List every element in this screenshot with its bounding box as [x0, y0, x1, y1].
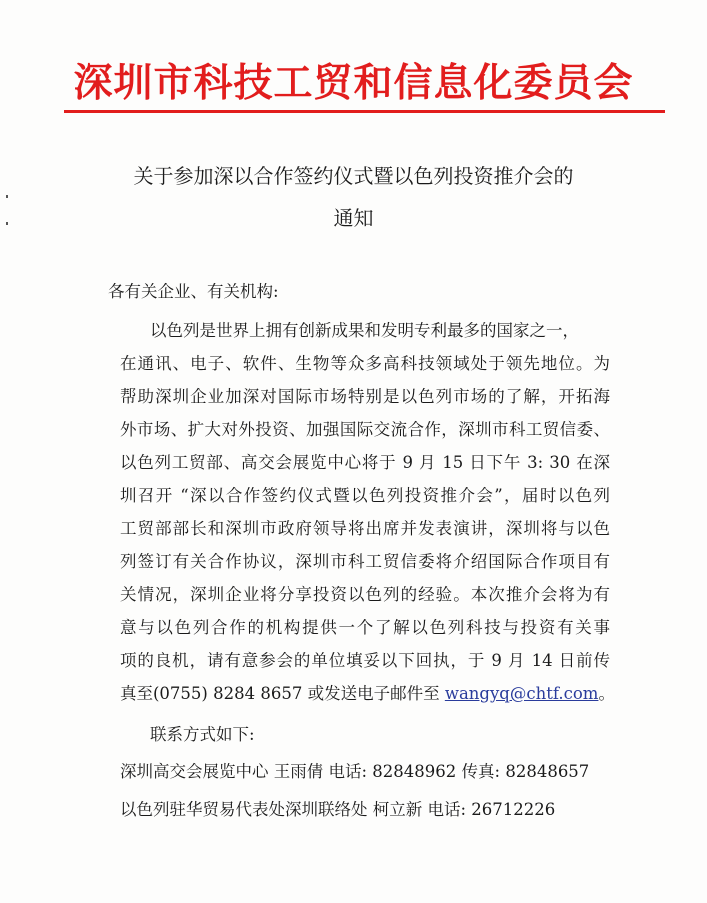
body-line-3: 帮助深圳企业加深对国际市场特别是以色列市场的了解，开拓海: [120, 387, 610, 406]
body-line-7: 工贸部部长和深圳市政府领导将出席并发表演讲，深圳将与以色: [120, 519, 610, 538]
body-line-11: 项的良机，请有意参会的单位填妥以下回执，于 9 月 14 日前传: [120, 651, 610, 670]
body-line-5: 以色列工贸部、高交会展览中心将于 9 月 15 日下午 3: 30 在深: [120, 453, 610, 472]
contact-heading: 联系方式如下:: [150, 725, 255, 744]
scan-margin-mark: [6, 222, 8, 225]
salutation: 各有关企业、有关机构:: [108, 282, 279, 301]
notice-title-line-1: 关于参加深以合作签约仪式暨以色列投资推介会的: [133, 164, 574, 188]
body-line-10: 意与以色列合作的机构提供一个了解以色列科技与投资有关事: [120, 618, 610, 637]
email-link[interactable]: wangyq@chtf.com: [444, 684, 599, 703]
contact-entry-2: 以色列驻华贸易代表处深圳联络处 柯立新 电话: 26712226: [120, 800, 556, 819]
contact-entry-1: 深圳高交会展览中心 王雨倩 电话: 82848962 传真: 82848657: [120, 762, 590, 781]
body-line-4: 外市场、扩大对外投资、加强国际交流合作，深圳市科工贸信委、: [120, 420, 610, 439]
body-line-6: 圳召开 “深以合作签约仪式暨以色列投资推介会”，届时以色列: [120, 486, 610, 505]
body-line-8: 列签订有关合作协议，深圳市科工贸信委将介绍国际合作项目有: [120, 552, 610, 571]
org-letterhead: 深圳市科技工贸和信息化委员会: [73, 60, 634, 106]
body-line-2: 在通讯、电子、软件、生物等众多高科技领域处于领先地位。为: [120, 354, 610, 373]
letterhead-rule: [64, 110, 665, 113]
body-end-punct: 。: [598, 684, 615, 703]
notice-title-line-2: 通知: [333, 206, 374, 230]
scan-margin-mark: [6, 195, 8, 198]
body-line-12: [120, 684, 615, 704]
body-line-1: 以色列是世界上拥有创新成果和发明专利最多的国家之一，: [150, 321, 579, 340]
body-line-9: 关情况，深圳企业将分享投资以色列的经验。本次推介会将为有: [120, 585, 610, 604]
fax-text: 真至(0755) 8284 8657 或发送电子邮件至: [120, 684, 445, 703]
